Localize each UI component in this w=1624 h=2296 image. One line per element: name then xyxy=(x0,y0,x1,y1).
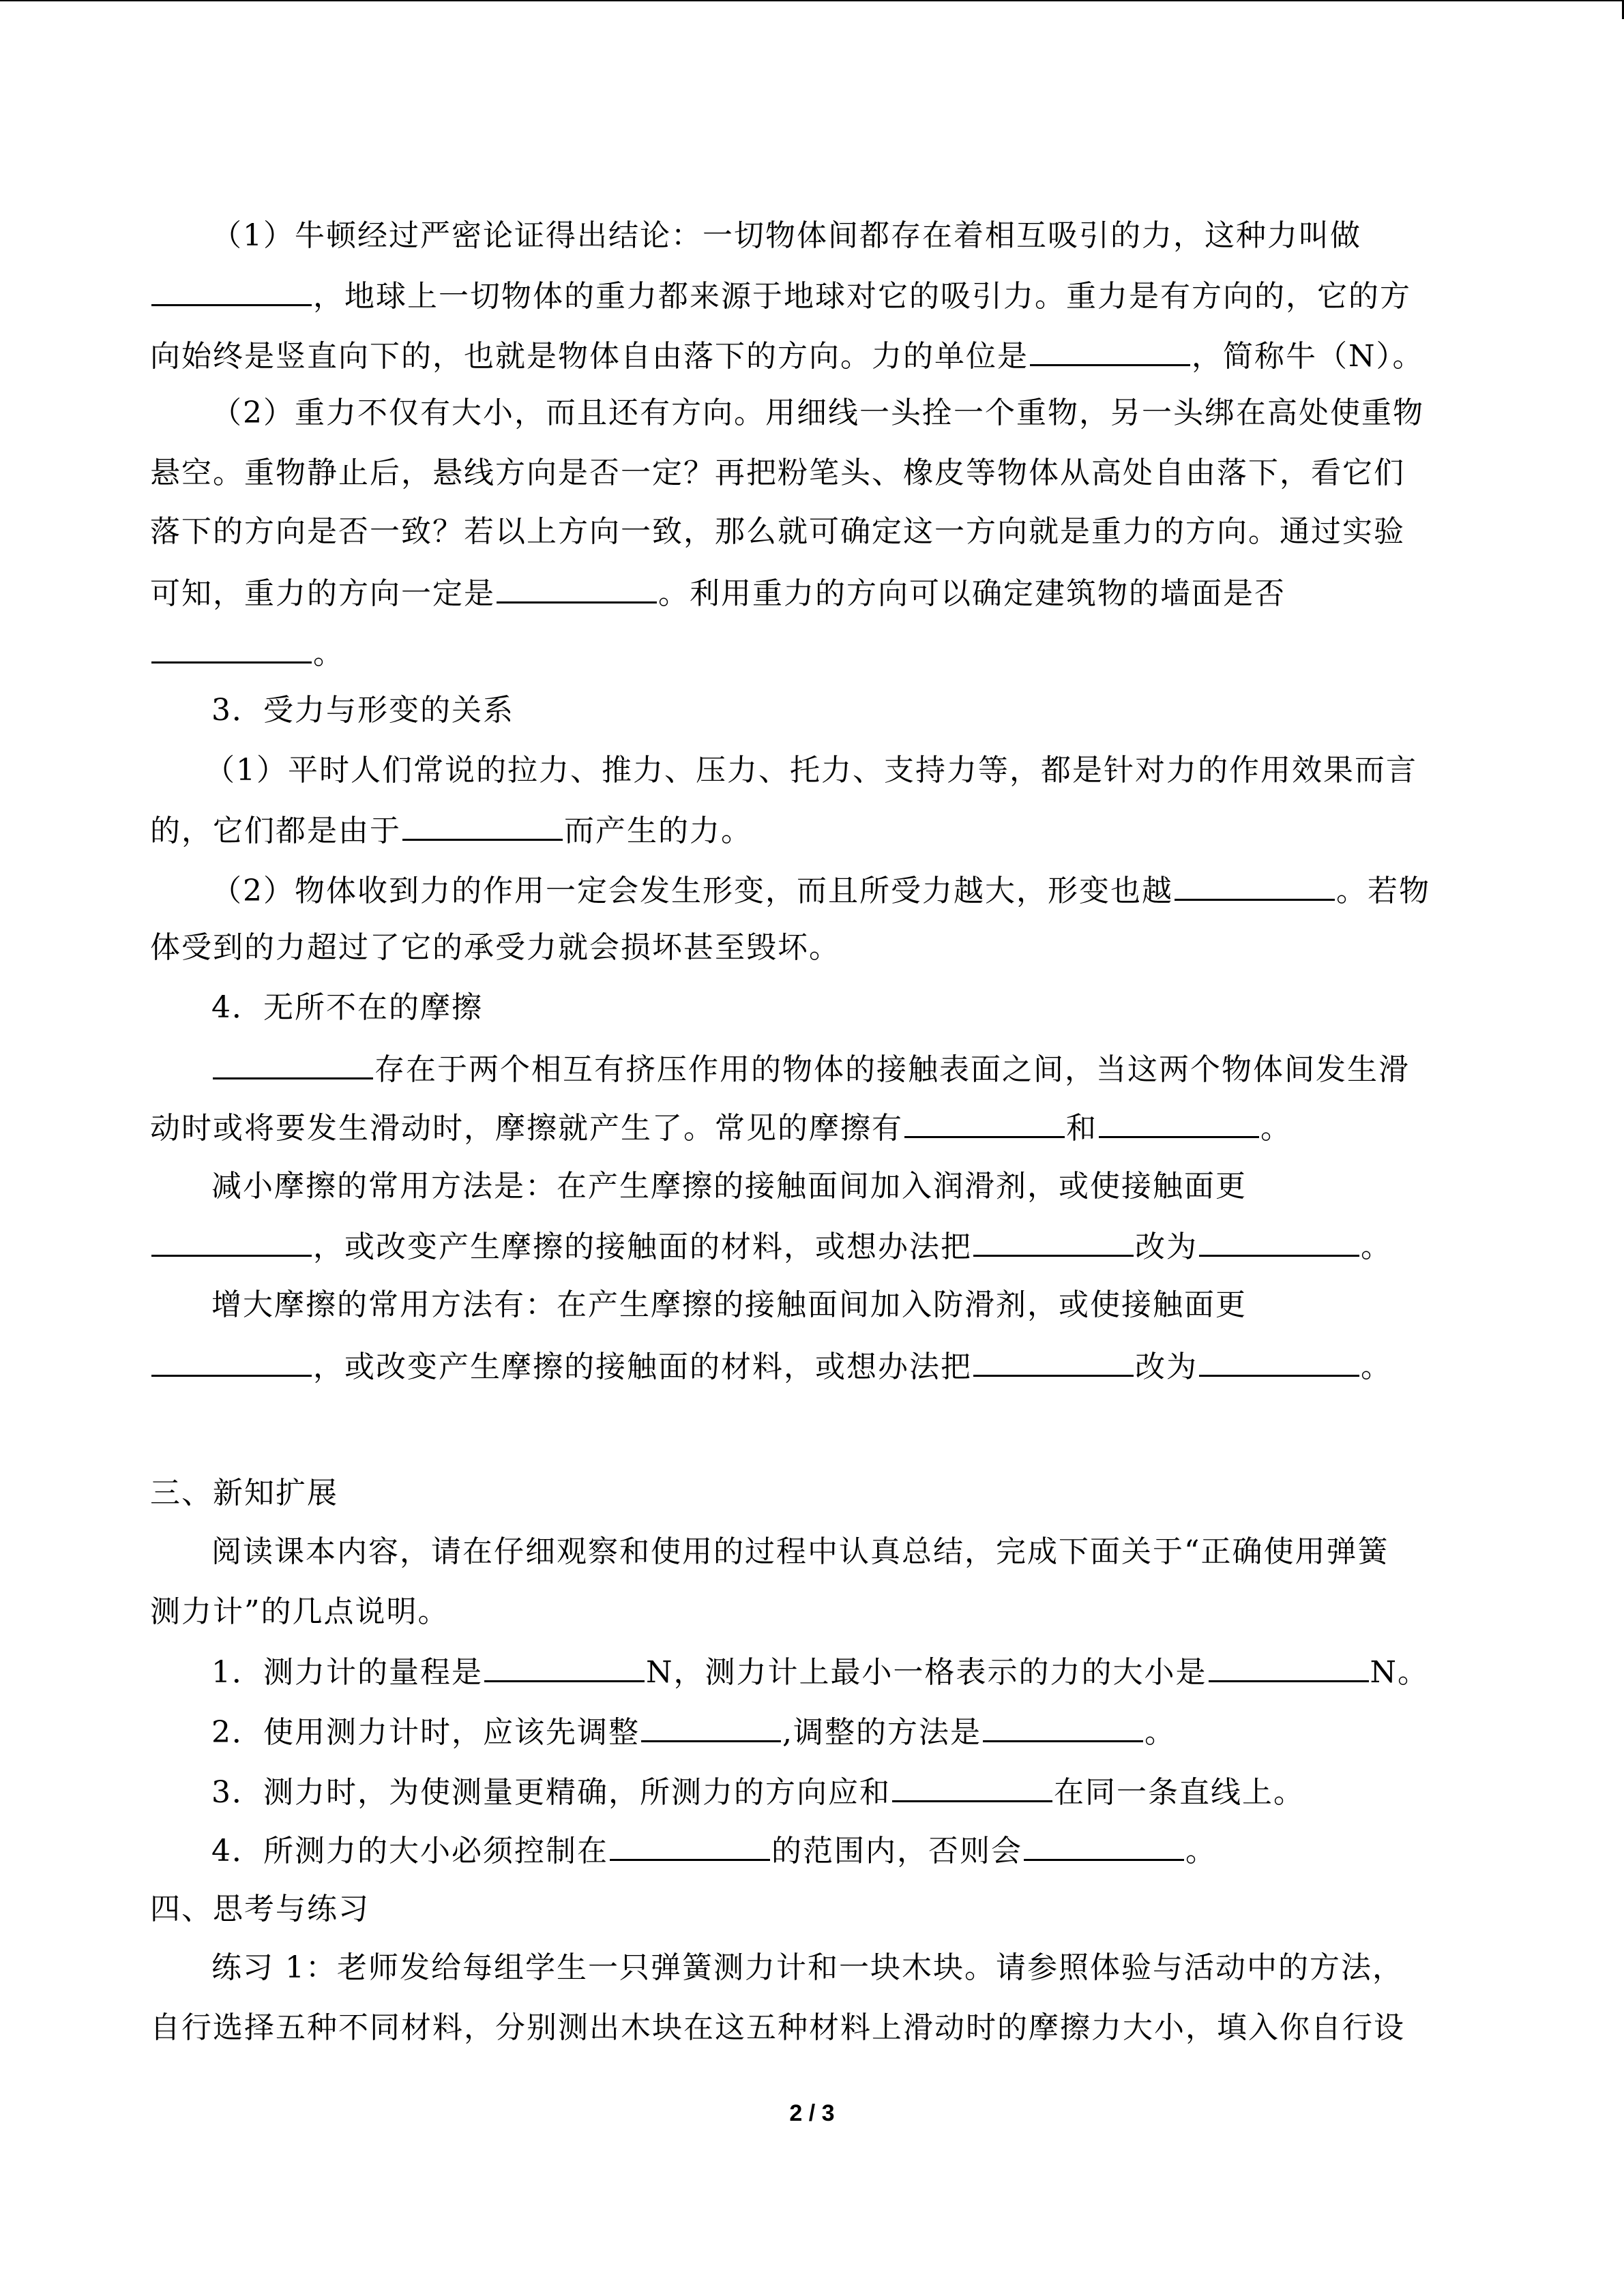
section-heading: 3．受力与形变的关系 xyxy=(211,693,514,728)
paragraph-line: 自行选择五种不同材料，分别测出木块在这五种材料上滑动时的摩擦力大小，填入你自行设 xyxy=(150,2010,1405,2045)
paragraph-line: ，或改变产生摩擦的接触面的材料，或想办法把 改为 。 xyxy=(150,1345,1392,1386)
fill-blank[interactable] xyxy=(973,1225,1134,1257)
paragraph-line: 落下的方向是否一致？若以上方向一致，那么就可确定这一方向就是重力的方向。通过实验 xyxy=(150,514,1405,549)
paragraph-line: 体受到的力超过了它的承受力就会损坏甚至毁坏。 xyxy=(150,930,840,965)
paragraph-line: 测力计”的几点说明。 xyxy=(150,1594,449,1629)
fill-blank[interactable] xyxy=(1024,1829,1184,1861)
fill-blank[interactable] xyxy=(983,1710,1143,1742)
fill-blank[interactable] xyxy=(973,1345,1134,1377)
paragraph-line: （1）平时人们常说的拉力、推力、压力、托力、支持力等，都是针对力的作用效果而言 xyxy=(205,753,1417,788)
fill-blank[interactable] xyxy=(151,1345,312,1377)
fill-blank[interactable] xyxy=(402,809,563,841)
paragraph-line: 存在于两个相互有挤压作用的物体的接触表面之间，当这两个物体间发生滑 xyxy=(211,1047,1410,1088)
paragraph-line: ，或改变产生摩擦的接触面的材料，或想办法把 改为 。 xyxy=(150,1225,1392,1266)
fill-blank[interactable] xyxy=(1199,1345,1359,1377)
paragraph-line: 的，它们都是由于 而产生的力。 xyxy=(150,809,752,850)
section-heading: 三、新知扩展 xyxy=(150,1476,338,1510)
paragraph-line: 1．测力计的量程是 N，测力计上最小一格表示的力的大小是 N。 xyxy=(211,1650,1429,1691)
paragraph-line: 动时或将要发生滑动时，摩擦就产生了。常见的摩擦有 和 。 xyxy=(150,1106,1292,1147)
paragraph-line: 3．测力时，为使测量更精确，所测力的方向应和 在同一条直线上。 xyxy=(211,1770,1305,1811)
fill-blank[interactable] xyxy=(1199,1225,1359,1257)
paragraph-line: 阅读课本内容，请在仔细观察和使用的过程中认真总结，完成下面关于“正确使用弹簧 xyxy=(211,1534,1389,1569)
fill-blank[interactable] xyxy=(151,631,312,664)
paragraph-line: （1）牛顿经过严密论证得出结论：一切物体间都存在着相互吸引的力，这种力叫做 xyxy=(211,218,1361,253)
page-number: 2 / 3 xyxy=(789,2100,835,2126)
fill-blank[interactable] xyxy=(151,1225,312,1257)
paragraph-line: 可知，重力的方向一定是 。利用重力的方向可以确定建筑物的墙面是否 xyxy=(150,571,1286,612)
fill-blank[interactable] xyxy=(1209,1650,1369,1682)
fill-blank[interactable] xyxy=(641,1710,781,1742)
section-heading: 四、思考与练习 xyxy=(150,1892,370,1926)
paragraph-line: （2）重力不仅有大小，而且还有方向。用细线一头拴一个重物，另一头绑在高处使重物 xyxy=(211,396,1424,430)
paragraph-line: 悬空。重物静止后，悬线方向是否一定？再把粉笔头、橡皮等物体从高处自由落下，看它们 xyxy=(150,456,1405,490)
fill-blank[interactable] xyxy=(1175,869,1335,901)
paragraph-line: 向始终是竖直向下的，也就是物体自由落下的方向。力的单位是 ，简称牛（N）。 xyxy=(150,334,1424,375)
fill-blank[interactable] xyxy=(1030,334,1190,366)
paragraph-line: 。 xyxy=(150,631,344,672)
paragraph-line: 增大摩擦的常用方法有：在产生摩擦的接触面间加入防滑剂，或使接触面更 xyxy=(211,1287,1247,1322)
section-heading: 4．无所不在的摩擦 xyxy=(211,990,483,1025)
top-border-line xyxy=(0,0,1624,1)
fill-blank[interactable] xyxy=(610,1829,770,1861)
fill-blank[interactable] xyxy=(1099,1106,1259,1138)
fill-blank[interactable] xyxy=(497,571,657,603)
fill-blank[interactable] xyxy=(904,1106,1065,1138)
paragraph-line: 2．使用测力计时，应该先调整 ,调整的方法是 。 xyxy=(211,1710,1176,1751)
fill-blank[interactable] xyxy=(151,274,312,306)
paragraph-line: 练习 1：老师发给每组学生一只弹簧测力计和一块木块。请参照体验与活动中的方法， xyxy=(211,1950,1404,1985)
paragraph-line: ，地球上一切物体的重力都来源于地球对它的吸引力。重力是有方向的，它的方 xyxy=(150,274,1411,315)
paragraph-line: （2）物体收到力的作用一定会发生形变，而且所受力越大，形变也越 。若物 xyxy=(211,869,1430,910)
fill-blank[interactable] xyxy=(484,1650,645,1682)
fill-blank[interactable] xyxy=(213,1047,373,1079)
paragraph-line: 减小摩擦的常用方法是：在产生摩擦的接触面间加入润滑剂，或使接触面更 xyxy=(211,1169,1247,1204)
fill-blank[interactable] xyxy=(892,1770,1052,1802)
paragraph-line: 4．所测力的大小必须控制在 的范围内，否则会 。 xyxy=(211,1829,1217,1870)
